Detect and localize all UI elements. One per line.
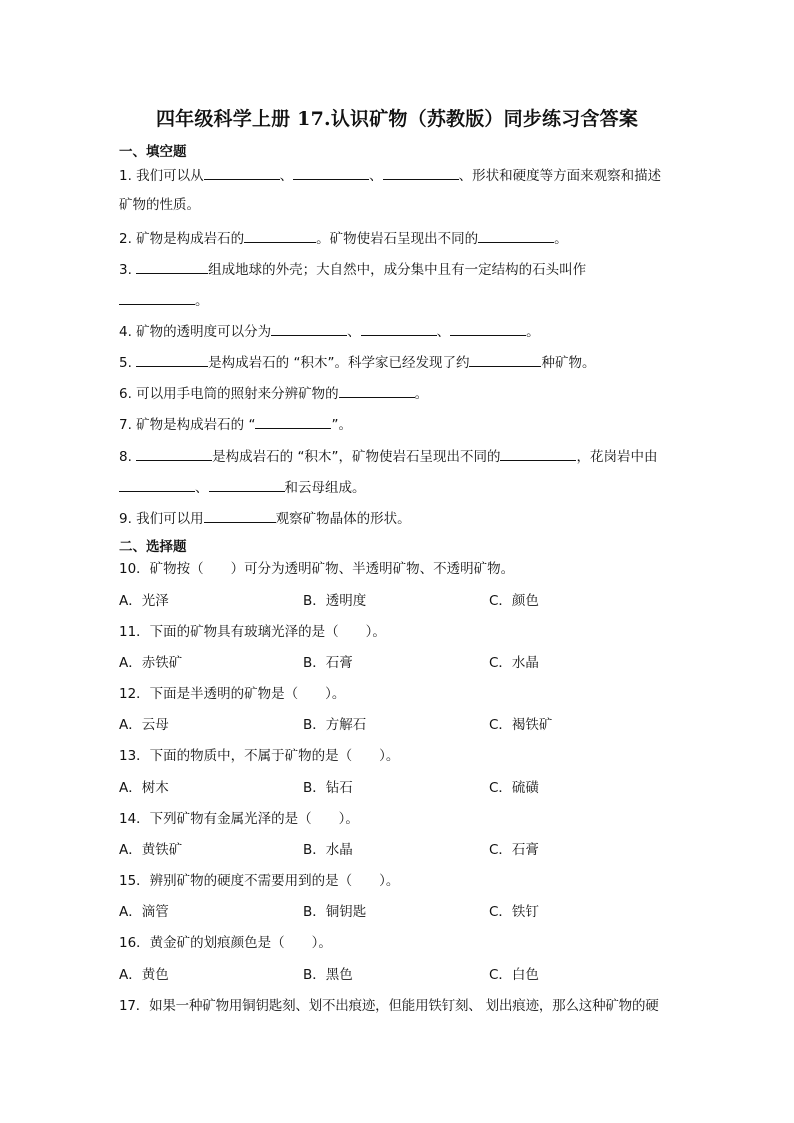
answer-blank[interactable] [136, 259, 208, 274]
option-c[interactable]: C．硫磺 [489, 780, 539, 796]
fill-question-3: 3. 组成地球的外壳；大自然中，成分集中且有一定结构的石头叫作 [119, 259, 586, 279]
fill-question-6: 6. 可以用手电筒的照射来分辨矿物的 。 [119, 383, 428, 403]
fill-question-5: 5. 是构成岩石的 “积木”。科学家已经发现了约 种矿物。 [119, 352, 595, 372]
option-b[interactable]: B．黑色 [303, 967, 353, 983]
answer-blank[interactable] [450, 321, 526, 336]
option-b[interactable]: B．石膏 [303, 655, 353, 671]
answer-blank[interactable] [244, 228, 316, 243]
choice-question-11: 11．下面的矿物具有玻璃光泽的是（ ）。 [119, 624, 386, 640]
option-a[interactable]: A．黄色 [119, 967, 169, 983]
answer-blank[interactable] [500, 446, 576, 461]
answer-blank[interactable] [204, 508, 276, 523]
page-title: 四年级科学上册 17.认识矿物（苏教版）同步练习含答案 [155, 108, 639, 130]
answer-blank[interactable] [255, 414, 331, 429]
option-c[interactable]: C．颜色 [489, 593, 539, 609]
answer-blank[interactable] [478, 228, 554, 243]
option-b[interactable]: B．水晶 [303, 842, 353, 858]
option-a[interactable]: A．云母 [119, 717, 169, 733]
option-b[interactable]: B．钻石 [303, 780, 353, 796]
choice-question-14: 14．下列矿物有金属光泽的是（ ）。 [119, 811, 359, 827]
fill-question-1: 1. 我们可以从 、 、 、形状和硬度等方面来观察和描述 [119, 165, 661, 185]
option-c[interactable]: C．褐铁矿 [489, 717, 553, 733]
choice-question-15: 15．辨别矿物的硬度不需要用到的是（ ）。 [119, 873, 400, 889]
answer-blank[interactable] [204, 165, 280, 180]
option-c[interactable]: C．水晶 [489, 655, 539, 671]
option-a[interactable]: A．滴管 [119, 904, 169, 920]
answer-blank[interactable] [119, 477, 195, 492]
answer-blank[interactable] [119, 290, 195, 305]
fill-question-3-cont: 。 [119, 290, 209, 310]
option-a[interactable]: A．赤铁矿 [119, 655, 183, 671]
choice-question-17: 17．如果一种矿物用铜钥匙刻、划不出痕迹，但能用铁钉刻、 划出痕迹，那么这种矿物的硬 [119, 998, 659, 1014]
choice-question-12: 12．下面是半透明的矿物是（ ）。 [119, 686, 346, 702]
option-c[interactable]: C．铁钉 [489, 904, 539, 920]
option-a[interactable]: A．树木 [119, 780, 169, 796]
fill-question-2: 2. 矿物是构成岩石的 。矿物使岩石呈现出不同的 。 [119, 228, 568, 248]
answer-blank[interactable] [383, 165, 459, 180]
option-c[interactable]: C．石膏 [489, 842, 539, 858]
fill-question-1-cont: 矿物的性质。 [119, 197, 200, 213]
option-b[interactable]: B．透明度 [303, 593, 367, 609]
answer-blank[interactable] [271, 321, 347, 336]
section-fill-heading: 一、填空题 [119, 144, 187, 160]
answer-blank[interactable] [361, 321, 437, 336]
answer-blank[interactable] [339, 383, 415, 398]
option-b[interactable]: B．铜钥匙 [303, 904, 367, 920]
fill-question-8-cont: 、 和云母组成。 [119, 477, 366, 497]
answer-blank[interactable] [293, 165, 369, 180]
choice-question-16: 16．黄金矿的划痕颜色是（ ）。 [119, 935, 332, 951]
fill-question-8: 8. 是构成岩石的 “积木”，矿物使岩石呈现出不同的 ，花岗岩中由 [119, 446, 657, 466]
answer-blank[interactable] [469, 352, 541, 367]
choice-question-10: 10．矿物按（ ）可分为透明矿物、半透明矿物、不透明矿物。 [119, 561, 515, 577]
answer-blank[interactable] [136, 446, 212, 461]
fill-question-7: 7. 矿物是构成岩石的 “ ”。 [119, 414, 352, 434]
section-choice-heading: 二、选择题 [119, 539, 187, 555]
fill-question-9: 9. 我们可以用 观察矿物晶体的形状。 [119, 508, 411, 528]
option-a[interactable]: A．黄铁矿 [119, 842, 183, 858]
answer-blank[interactable] [136, 352, 208, 367]
choice-question-13: 13．下面的物质中，不属于矿物的是（ ）。 [119, 748, 400, 764]
option-b[interactable]: B．方解石 [303, 717, 367, 733]
option-a[interactable]: A．光泽 [119, 593, 169, 609]
fill-question-4: 4. 矿物的透明度可以分为 、 、 。 [119, 321, 540, 341]
option-c[interactable]: C．白色 [489, 967, 539, 983]
answer-blank[interactable] [209, 477, 285, 492]
